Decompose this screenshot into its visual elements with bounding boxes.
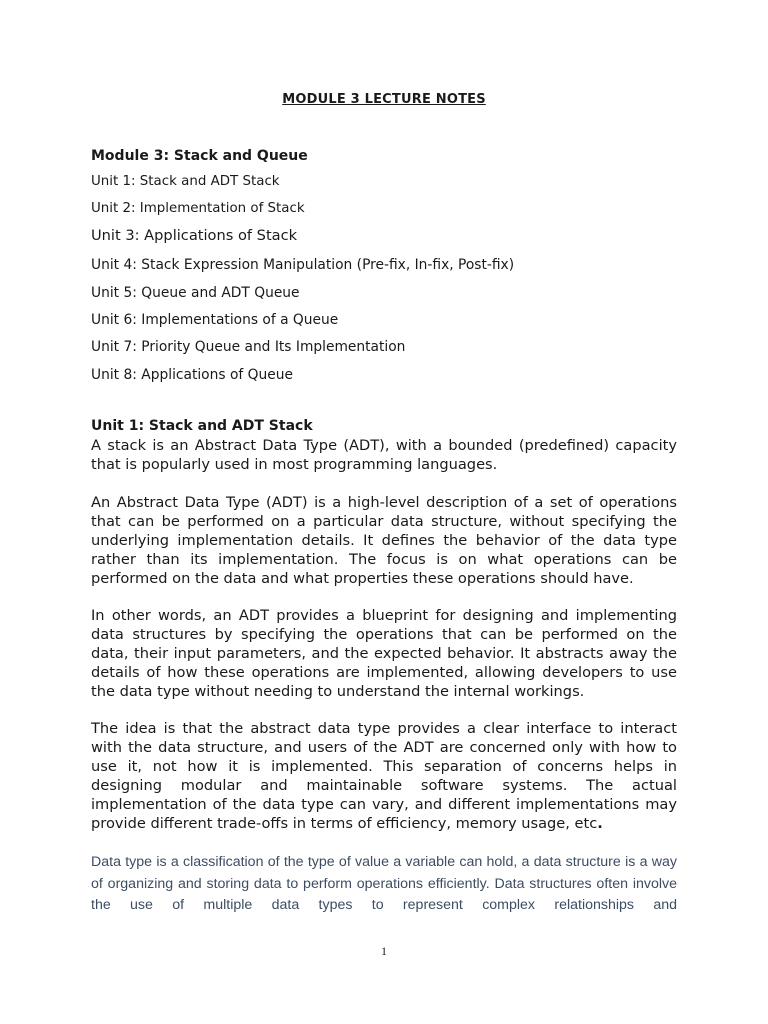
paragraph-final-period: . bbox=[597, 815, 603, 832]
page-number: 1 bbox=[381, 944, 387, 958]
unit-list-item: Unit 2: Implementation of Stack bbox=[91, 201, 305, 216]
data-type-note: Data type is a classification of the type of value a variable can hold, a data structure is a way of organizing and storing data to perform operations efficiently. Data structures often involve the use of multiple data types to represent complex relationships and bbox=[91, 854, 677, 913]
paragraph-adt-blueprint: In other words, an ADT provides a blueprint for designing and implementing data structures by specifying the operations that can be performed on the data, their input parameters, and the expected behavior. It abstracts away the details of how these operations are implemented, allowing developers to use the data type without needing to understand the internal workings. bbox=[91, 607, 677, 700]
unit-list-item: Unit 4: Stack Expression Manipulation (Pre-fix, In-fix, Post-fix) bbox=[91, 257, 515, 273]
unit-list-item: Unit 7: Priority Queue and Its Implementation bbox=[91, 339, 406, 355]
section-heading: Unit 1: Stack and ADT Stack bbox=[91, 418, 313, 434]
unit-list-item: Unit 3: Applications of Stack bbox=[91, 227, 298, 244]
module-heading: Module 3: Stack and Queue bbox=[91, 148, 308, 164]
paragraph-adt-interface-text: The idea is that the abstract data type provides a clear interface to interact with the data structure, and users of the ADT are concerned only with how to use it, not how it is implemented. This separation of concerns helps in designing modular and maintainable software systems. The actual implementation of the data type can vary, and different implementations may provide different trade-offs in terms of efficiency, memory usage, etc bbox=[91, 720, 677, 832]
paragraph-adt-interface bbox=[91, 719, 677, 833]
unit-list-item: Unit 6: Implementations of a Queue bbox=[91, 312, 339, 328]
document-title: MODULE 3 LECTURE NOTES bbox=[282, 92, 486, 107]
unit-list-item: Unit 5: Queue and ADT Queue bbox=[91, 285, 300, 301]
paragraph-stack-definition: A stack is an Abstract Data Type (ADT), with a bounded (predefined) capacity that is popularly used in most programming languages. bbox=[91, 437, 677, 473]
unit-list-item: Unit 1: Stack and ADT Stack bbox=[91, 174, 280, 189]
unit-list-item: Unit 8: Applications of Queue bbox=[91, 367, 293, 383]
paragraph-adt-definition: An Abstract Data Type (ADT) is a high-level description of a set of operations that can be performed on a particular data structure, without specifying the underlying implementation details. It defines the behavior of the data type rather than its implementation. The focus is on what operations can be performed on the data and what properties these operations should have. bbox=[91, 494, 677, 587]
